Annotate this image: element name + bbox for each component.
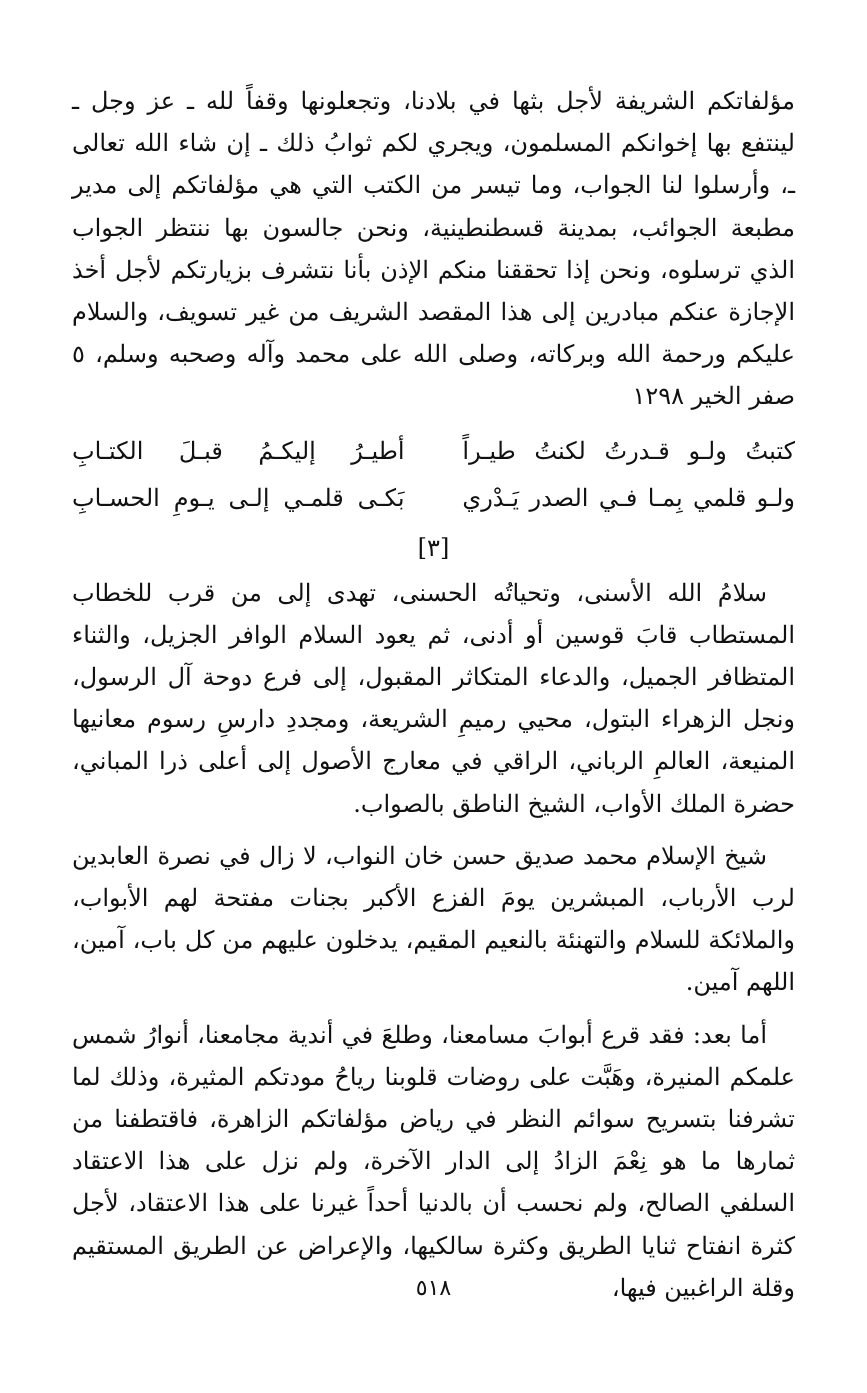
- body-paragraph: سلامُ الله الأسنى، وتحياتُه الحسنى، تهدى إلى من قرب للخطاب المستطاب قابَ قوسين أو أدنى، ثم يعود السلام الوافر الجزيل، والثناء المتظافر الجميل، والدعاء المتكاثر المقبول، إلى فرع دوحة آل الرسول، ونجل الزهراء البتول، محيي رميمِ الشريعة، ومجددِ دارسِ رسوم معانيها المنيعة، العالمِ الرباني، الراقي في معارج الأصول إلى أعلى ذرا المباني، حضرة الملك الأواب، الشيخ الناطق بالصواب.: [72, 578, 795, 818]
- verse-line: [72, 428, 795, 475]
- page-body: [72, 80, 795, 1309]
- verse-line: [72, 475, 795, 522]
- page-number: ٥١٨: [415, 1276, 452, 1301]
- body-paragraph: شيخ الإسلام محمد صديق حسن خان النواب، لا زال في نصرة العابدين لرب الأرباب، المبشرين يومَ الفزع الأكبر بجنات مفتحة لهم الأبواب، والملائكة للسلام والتهنئة بالنعيم المقيم، يدخلون عليهم من كل باب، آمين، اللهم آمين.: [72, 841, 795, 997]
- verse-second-hemistich: أطيـرُ إليكـمُ قبـلَ الكتـابِ: [72, 436, 405, 465]
- verse-first-hemistich: ولـو قلمي بِمـا فـي الصدر يَـدْري: [462, 483, 795, 512]
- verse-second-hemistich: بَكـى قلمـي إلـى يـومِ الحسـابِ: [72, 483, 405, 512]
- body-paragraph: مؤلفاتكم الشريفة لأجل بثها في بلادنا، وتجعلونها وقفاً لله ـ عز وجل ـ لينتفع بها إخوانكم المسلمون، ويجري لكم ثوابُ ذلك ـ إن شاء الله تعالى ـ، وأرسلوا لنا الجواب، وما تيسر من الكتب التي هي مؤلفاتكم إلى مدير مطبعة الجوائب، بمدينة قسطنطينية، ونحن جالسون بها ننتظر الجواب الذي ترسلوه، ونحن إذا تحققنا منكم الإذن بأنا نتشرف بزيارتكم لأجل أخذ الإجازة عنكم مبادرين إلى هذا المقصد الشريف من غير تسويف، والسلام عليكم ورحمة الله وبركاته، وصلى الله على محمد وآله وصحبه وسلم، ٥ صفر الخير ١٢٩٨: [72, 87, 795, 411]
- body-paragraph: أما بعد: فقد قرع أبوابَ مسامعنا، وطلعَ في أندية مجامعنا، أنوارُ شمس علمكم المنيرة، وهَبَّت على روضات قلوبنا رياحُ مودتكم المثيرة، وذلك لما تشرفنا بتسريح سوائم النظر في رياض مؤلفاتكم الزاهرة، فاقتطفنا من ثمارها ما هو نِعْمَ الزادُ إلى الدار الآخرة، ولم نزل على هذا الاعتقاد السلفي الصالح، ولم نحسب أن بالدنيا أحداً غيرنا على هذا الاعتقاد، لأجل كثرة انفتاح ثنايا الطريق وكثرة سالكيها، والإعراض عن الطريق المستقيم وقلة الراغبين فيها،: [72, 1020, 795, 1302]
- poem-verses: [72, 428, 795, 522]
- section-number: [٣]: [417, 533, 450, 562]
- verse-first-hemistich: كتبتُ ولـو قـدرتُ لكنتُ طيـراً: [462, 436, 795, 465]
